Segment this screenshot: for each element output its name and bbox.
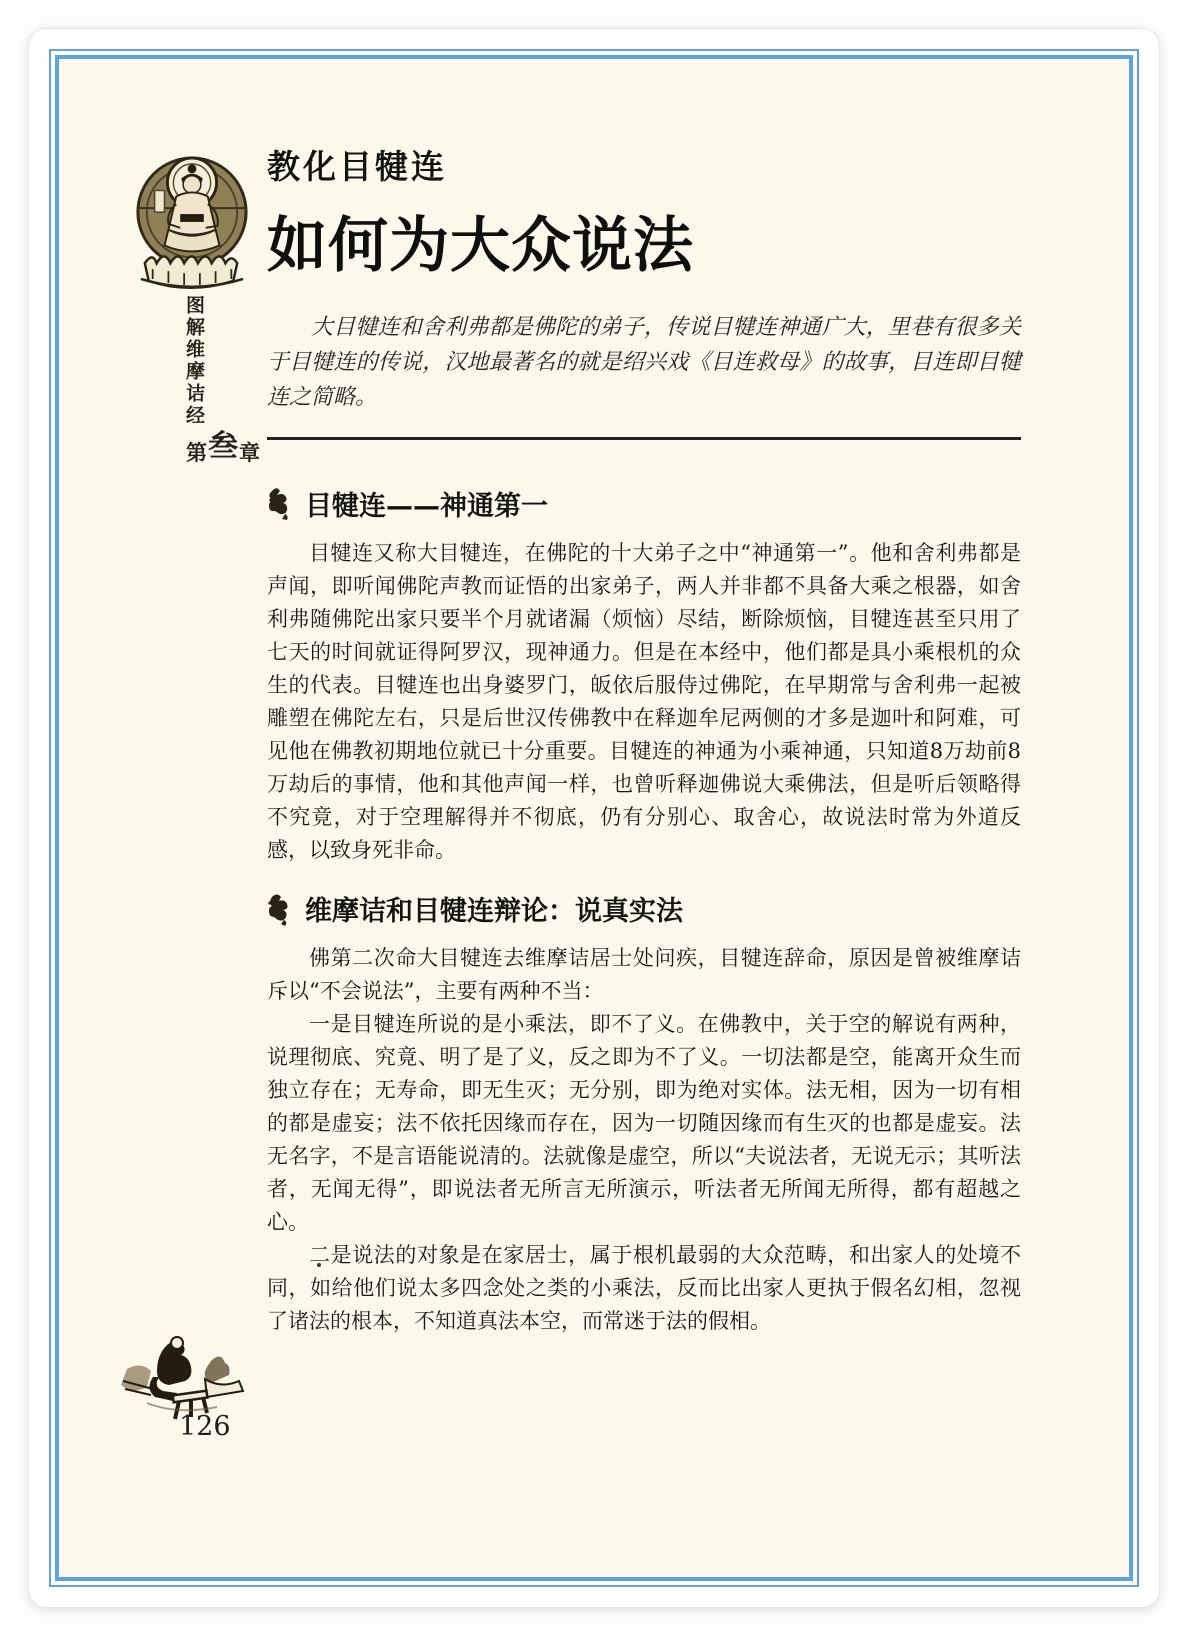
book-page (28, 28, 1160, 1608)
intro-paragraph: 大目犍连和舍利弗都是佛陀的弟子，传说目犍连神通广大，里巷有很多关于目犍连的传说，汉地最著名的就是绍兴戏《目连救母》的故事，目连即目犍连之简略。 (267, 315, 1021, 410)
article-kicker: 教化目犍连 (267, 147, 447, 186)
ink-splash-icon (267, 486, 295, 522)
page-content (59, 59, 1129, 1577)
chapter-prefix: 第 (186, 441, 207, 465)
section-heading-2 (267, 889, 1021, 928)
section-heading-2-label: 维摩诘和目犍连辩论：说真实法 (305, 896, 683, 927)
section-2-paragraph-3: 二是说法的对象是在家居士，属于根机最弱的大众范畴，和出家人的处境不同，如给他们说太多四念处之类的小乘法，反而比出家人更执于假名幻相，忽视了诸法的根本，不知道真法本空，而常迷于法的假相。 (267, 1243, 1021, 1333)
section-1-paragraph: 目犍连又称大目犍连，在佛陀的十大弟子之中“神通第一”。他和舍利弗都是声闻，即听闻佛陀声教而证悟的出家弟子，两人并非都不具备大乘之根器，如舍利弗随佛陀出家只要半个月就诸漏（烦恼）尽结，断除烦恼，目犍连甚至只用了七天的时间就证得阿罗汉，现神通力。但是在本经中，他们都是具小乘根机的众生的代表。目犍连也出身婆罗门，皈依后服侍过佛陀，在早期常与舍利弗一起被雕塑在佛陀左右，只是后世汉传佛教中在释迦牟尼两侧的才多是迦叶和阿难，可见他在佛教初期地位就已十分重要。目犍连的神通为小乘神通，只知道8万劫前8万劫后的事情，他和其他声闻一样，也曾听释迦佛说大乘佛法，但是听后领略得不究竟，对于空理解得并不彻底，仍有分别心、取舍心，故说法时常为外道反感，以致身死非命。 (267, 541, 1021, 862)
section-2-paragraph-2: 一是目犍连所说的是小乘法，即不了义。在佛教中，关于空的解说有两种，说理彻底、究竟、明了是了义，反之即为不了义。一切法都是空，能离开众生而独立存在；无寿命，即无生灭；无分别，即为绝对实体。法无相，因为一切有相的都是虚妄；法不依托因缘而存在，因为一切随因缘而有生灭的也都是虚妄。法无名字，不是言语能说清的。法就像是虚空，所以“夫说法者，无说无示；其听法者，无闻无得”，即说法者无所言无所演示，听法者无所闻无所得，都有超越之心。 (267, 1012, 1021, 1234)
section-heading-1 (267, 484, 1021, 523)
book-title-vertical: 图解维摩诘经 (183, 295, 205, 427)
ink-splash-icon (267, 891, 295, 927)
chapter-suffix: 章 (239, 441, 260, 465)
section-heading-1-label: 目犍连——神通第一 (305, 491, 548, 522)
page-number: 126 (179, 1411, 231, 1442)
section-2-paragraph-1: 佛第二次命大目犍连去维摩诘居士处问疾，目犍连辞命，原因是曾被维摩诘斥以“不会说法”，主要有两种不当： (267, 946, 1021, 1003)
chapter-number: 叁 (208, 429, 238, 464)
buddha-emblem-icon (133, 143, 251, 293)
main-column (267, 59, 1021, 1338)
article-title: 如何为大众说法 (267, 211, 694, 281)
horizontal-rule (267, 437, 1021, 440)
